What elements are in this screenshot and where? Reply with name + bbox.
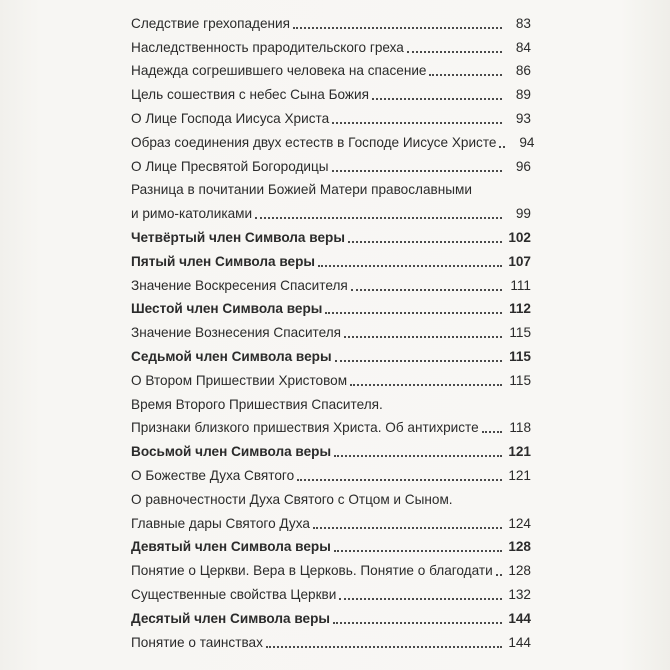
- toc-entry: [131, 603, 531, 627]
- dot-leader: [318, 265, 502, 267]
- toc-entry-page-number: 144: [508, 634, 531, 650]
- toc-entry-page-number: 128: [508, 563, 531, 579]
- toc-entry-title: Время Второго Пришествия Спасителя.: [131, 396, 383, 412]
- toc-entry-page-number: 132: [508, 586, 531, 602]
- toc-entry-title: и римо-католиками: [131, 206, 253, 222]
- dot-leader: [339, 598, 502, 600]
- dot-leader: [313, 527, 502, 529]
- toc-entry-page-number: 118: [509, 420, 531, 436]
- toc-entry-page-number: 102: [508, 229, 531, 245]
- toc-entry-title: О Втором Пришествии Христовом: [131, 372, 348, 388]
- dot-leader: [351, 289, 502, 291]
- toc-entry-page-number: 89: [515, 87, 531, 103]
- dot-leader: [350, 384, 502, 386]
- toc-entry: [131, 484, 531, 508]
- toc-entry: [131, 151, 531, 175]
- toc-entry-page-number: 96: [515, 158, 531, 174]
- toc-entry: [131, 79, 531, 103]
- table-of-contents: [131, 8, 535, 651]
- toc-entry-title: О Лице Господа Иисуса Христа: [131, 110, 330, 126]
- toc-entry: [131, 365, 531, 389]
- dot-leader: [293, 27, 502, 29]
- toc-entry-title: О Лице Пресвятой Богородицы: [131, 158, 329, 174]
- toc-entry: [131, 460, 531, 484]
- toc-entry-title: Образ соединения двух естеств в Господе Иисусе Христе: [131, 134, 497, 150]
- dot-leader: [334, 455, 502, 457]
- dot-leader: [325, 312, 502, 314]
- toc-entry-title: Четвёртый член Символа веры: [131, 229, 345, 245]
- toc-entry-title: Понятие о Церкви. Вера в Церковь. Понятие о благодати: [131, 563, 493, 579]
- dot-leader: [334, 550, 502, 552]
- toc-entry-title: О равночестности Духа Святого с Отцом и Сыном.: [131, 491, 453, 507]
- toc-entry-title: Следствие грехопадения: [131, 15, 290, 31]
- toc-entry: [131, 294, 531, 318]
- toc-entry-title: Седьмой член Символа веры: [131, 348, 332, 364]
- toc-entry: [131, 127, 535, 151]
- toc-entry-page-number: 144: [508, 610, 531, 626]
- toc-entry-page-number: 124: [508, 515, 531, 531]
- toc-entry-page-number: 121: [508, 444, 531, 460]
- toc-entry: [131, 56, 531, 80]
- dot-leader: [429, 74, 502, 76]
- toc-entry: [131, 198, 531, 222]
- toc-entry-page-number: 84: [515, 39, 531, 55]
- toc-entry: [131, 508, 531, 532]
- dot-leader: [255, 217, 502, 219]
- toc-entry: [131, 317, 531, 341]
- toc-entry-title: Шестой член Символа веры: [131, 301, 323, 317]
- toc-entry: [131, 32, 531, 56]
- toc-entry-title: Значение Воскресения Спасителя: [131, 277, 348, 293]
- toc-entry-title: Девятый член Символа веры: [131, 539, 331, 555]
- toc-entry-title: Надежда согрешившего человека на спасение: [131, 63, 427, 79]
- toc-entry-page-number: 99: [515, 206, 531, 222]
- dot-leader: [332, 170, 502, 172]
- toc-entry-page-number: 115: [509, 325, 531, 341]
- toc-entry-title: Цель сошествия с небес Сына Божия: [131, 87, 369, 103]
- toc-entry-page-number: 112: [509, 301, 531, 317]
- toc-entry: [131, 627, 531, 651]
- dot-leader: [499, 146, 505, 148]
- toc-entry: [131, 436, 531, 460]
- dot-leader: [335, 360, 502, 362]
- toc-entry-page-number: 128: [508, 539, 531, 555]
- toc-entry: [131, 175, 531, 199]
- toc-entry-page-number: 121: [508, 467, 531, 483]
- toc-entry-page-number: 115: [509, 348, 531, 364]
- toc-entry: [131, 222, 531, 246]
- toc-entry-title: О Божестве Духа Святого: [131, 467, 295, 483]
- toc-entry-page-number: 111: [510, 277, 531, 293]
- toc-entry-title: Главные дары Святого Духа: [131, 515, 310, 531]
- toc-entry-title: Наследственность прародительского греха: [131, 39, 404, 55]
- toc-entry: [131, 389, 531, 413]
- dot-leader: [333, 622, 502, 624]
- toc-entry: [131, 246, 531, 270]
- dot-leader: [482, 431, 502, 433]
- dot-leader: [496, 574, 502, 576]
- toc-entry: [131, 341, 531, 365]
- toc-entry-page-number: 94: [519, 134, 535, 150]
- dot-leader: [348, 241, 502, 243]
- toc-entry: [131, 270, 531, 294]
- toc-entry: [131, 8, 531, 32]
- toc-entry-title: Пятый член Символа веры: [131, 253, 315, 269]
- toc-entry-page-number: 83: [515, 15, 531, 31]
- toc-entry: [131, 103, 531, 127]
- toc-entry: [131, 413, 531, 437]
- toc-entry-title: Десятый член Символа веры: [131, 610, 331, 626]
- toc-entry-page-number: 86: [515, 63, 531, 79]
- toc-entry-title: Разница в почитании Божией Матери православными: [131, 182, 472, 198]
- toc-entry-page-number: 93: [515, 110, 531, 126]
- toc-entry-title: Восьмой член Символа веры: [131, 444, 332, 460]
- toc-entry-title: Понятие о таинствах: [131, 634, 263, 650]
- dot-leader: [297, 479, 502, 481]
- toc-entry: [131, 555, 531, 579]
- toc-entry-title: Существенные свойства Церкви: [131, 586, 337, 602]
- dot-leader: [407, 51, 502, 53]
- toc-entry-title: Значение Вознесения Спасителя: [131, 325, 342, 341]
- dot-leader: [332, 122, 502, 124]
- dot-leader: [266, 646, 502, 648]
- toc-entry-page-number: 107: [508, 253, 531, 269]
- toc-entry-page-number: 115: [509, 372, 531, 388]
- dot-leader: [372, 98, 502, 100]
- toc-entry: [131, 532, 531, 556]
- dot-leader: [344, 336, 502, 338]
- toc-entry: [131, 579, 531, 603]
- toc-entry-title: Признаки близкого пришествия Христа. Об антихристе: [131, 420, 479, 436]
